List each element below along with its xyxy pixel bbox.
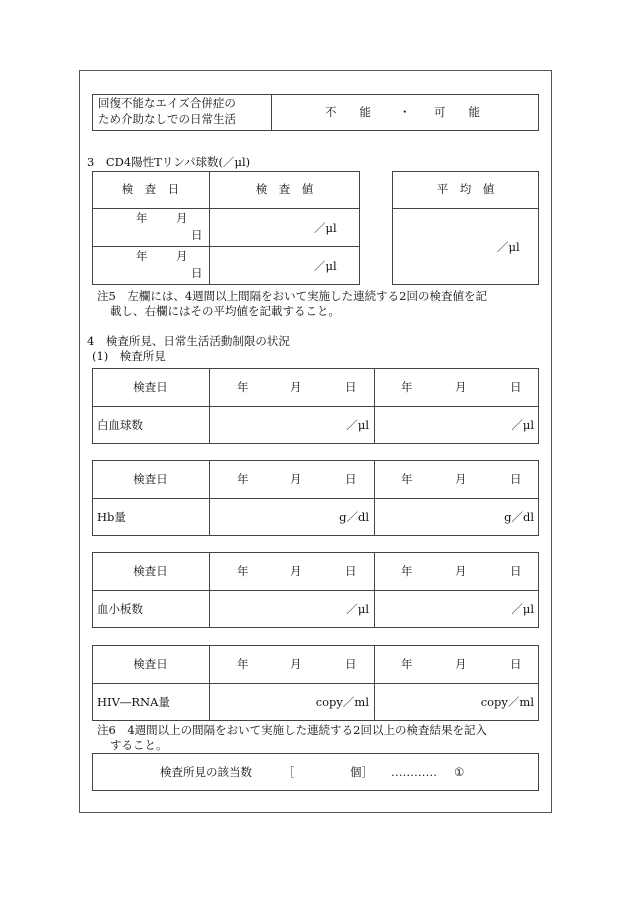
daily-life-label-1: 回復不能なエイズ合併症の (98, 96, 236, 110)
hb-date-head: 検査日 (133, 472, 168, 486)
plt-date2-day: 日 (510, 564, 522, 578)
rna-date-head: 検査日 (133, 657, 168, 671)
rna-date2-year: 年 (401, 657, 413, 671)
plt-date1-day: 日 (345, 564, 357, 578)
wbc-date-head: 検査日 (133, 380, 168, 394)
rna-unit-1[interactable]: copy／ml (315, 695, 369, 709)
cd4-row2-day: 日 (191, 266, 203, 280)
rna-date2-month: 月 (455, 657, 467, 671)
cd4-col-average: 平 均 値 (436, 182, 495, 196)
cd4-row1-month: 月 (176, 211, 188, 225)
rna-date1-day: 日 (345, 657, 357, 671)
findings-bracket-open: ［ (283, 765, 295, 779)
note5-line2: 載し、右欄にはその平均値を記載すること。 (110, 304, 340, 318)
cd4-row1-unit[interactable]: ／μl (314, 221, 337, 235)
plt-label: 血小板数 (97, 602, 143, 616)
wbc-date2-year: 年 (401, 380, 413, 394)
hb-label: Hb量 (97, 510, 126, 524)
plt-date1-month: 月 (290, 564, 302, 578)
findings-count-label: 検査所見の該当数 (160, 765, 252, 779)
section4-heading: 4 検査所見、日常生活活動制限の状況 (87, 334, 290, 348)
hb-unit-2[interactable]: g／dl (504, 510, 534, 524)
plt-date2-year: 年 (401, 564, 413, 578)
wbc-date2-month: 月 (455, 380, 467, 394)
findings-leader: ………… (391, 765, 437, 779)
rna-unit-2[interactable]: copy／ml (480, 695, 534, 709)
cd4-row2-year: 年 (136, 249, 148, 263)
plt-date-head: 検査日 (133, 564, 168, 578)
section3-heading: 3 CD4陽性Tリンパ球数(／μl) (87, 155, 251, 169)
note5-line1: 注5 左欄には、4週間以上間隔をおいて実施した連続する2回の検査値を記 (97, 289, 487, 303)
wbc-date1-day: 日 (345, 380, 357, 394)
option-impossible[interactable]: 不 能 (325, 105, 371, 119)
option-possible[interactable]: 可 能 (434, 105, 480, 119)
wbc-unit-1[interactable]: ／μl (346, 418, 369, 432)
rna-date1-year: 年 (237, 657, 249, 671)
option-separator: ・ (399, 105, 411, 119)
cd4-col-value: 検 査 値 (255, 182, 314, 196)
plt-date2-month: 月 (455, 564, 467, 578)
daily-life-label-2: ため介助なしでの日常生活 (98, 112, 236, 126)
cd4-row1-day: 日 (191, 228, 203, 242)
hb-unit-1[interactable]: g／dl (339, 510, 369, 524)
findings-count-unit: 個］ (350, 765, 373, 779)
wbc-date2-day: 日 (510, 380, 522, 394)
note6-line1: 注6 4週間以上の間隔をおいて実施した連続する2回以上の検査結果を記入 (97, 723, 487, 737)
hb-date2-year: 年 (401, 472, 413, 486)
cd4-row1-year: 年 (136, 211, 148, 225)
rna-date2-day: 日 (510, 657, 522, 671)
wbc-date1-month: 月 (290, 380, 302, 394)
wbc-unit-2[interactable]: ／μl (511, 418, 534, 432)
hb-date1-month: 月 (290, 472, 302, 486)
note6-line2: すること。 (110, 738, 168, 752)
plt-unit-1[interactable]: ／μl (346, 602, 369, 616)
hb-date2-day: 日 (510, 472, 522, 486)
section4-subheading: (1) 検査所見 (92, 349, 166, 363)
hb-date1-day: 日 (345, 472, 357, 486)
plt-unit-2[interactable]: ／μl (511, 602, 534, 616)
plt-date1-year: 年 (237, 564, 249, 578)
cd4-row2-month: 月 (176, 249, 188, 263)
hb-date1-year: 年 (237, 472, 249, 486)
findings-count-input[interactable] (298, 766, 348, 780)
hb-date2-month: 月 (455, 472, 467, 486)
wbc-date1-year: 年 (237, 380, 249, 394)
cd4-average-unit[interactable]: ／μl (497, 240, 520, 254)
wbc-label: 白血球数 (97, 418, 143, 432)
cd4-col-date: 検 査 日 (121, 182, 180, 196)
rna-label: HIV―RNA量 (97, 695, 170, 709)
rna-date1-month: 月 (290, 657, 302, 671)
cd4-row2-unit[interactable]: ／μl (314, 259, 337, 273)
findings-marker: ① (454, 765, 465, 779)
